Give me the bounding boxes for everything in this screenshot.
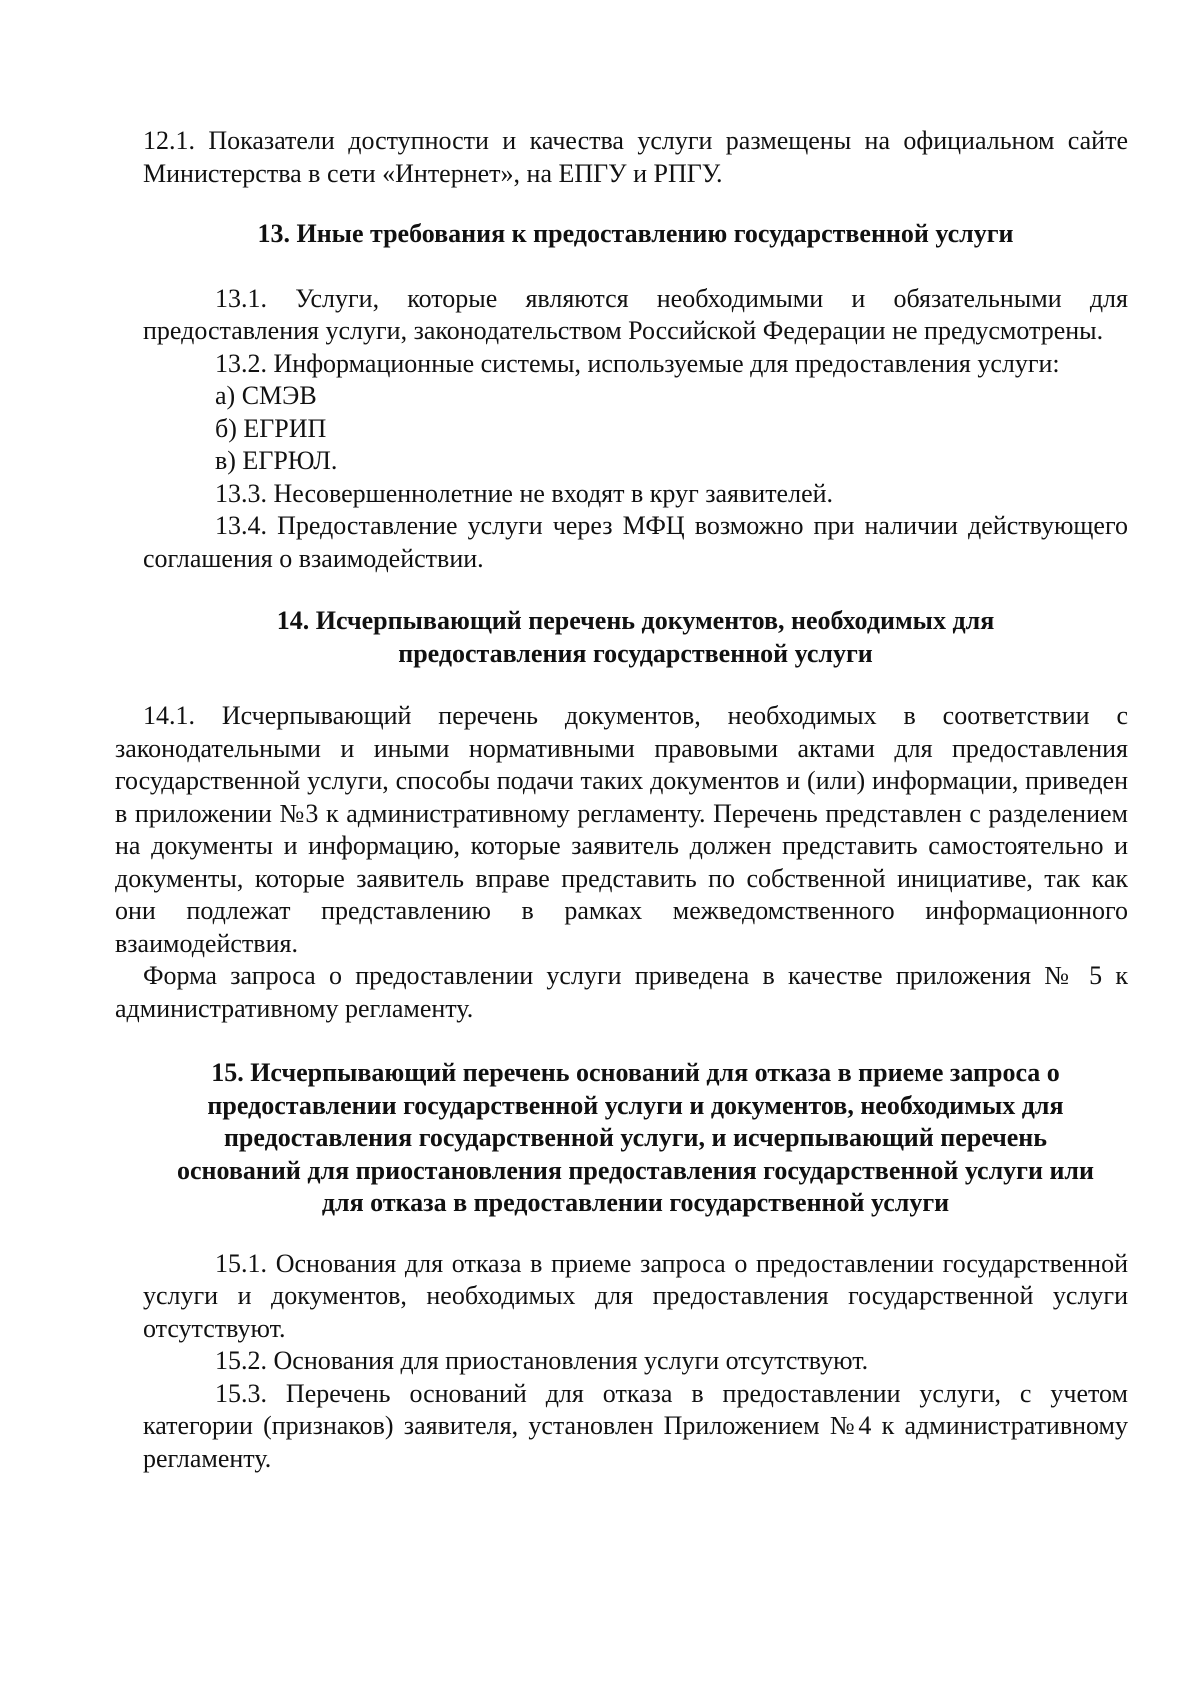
paragraph-13-2: 13.2. Информационные системы, используемые для предоставления услуги:	[215, 348, 1060, 378]
heading-section-15	[123, 1057, 1148, 1220]
paragraph-15-2: 15.2. Основания для приостановления услуги отсутствуют.	[215, 1346, 869, 1375]
paragraph-13-4: 13.4. Предоставление услуги через МФЦ возможно при наличии действующего соглашения о взаимодействии.	[143, 511, 1128, 573]
paragraph-13-3: 13.3. Несовершеннолетние не входят в круг заявителей.	[215, 478, 834, 508]
heading-15-line-4: оснований для приостановления предоставления государственной услуги или	[177, 1155, 1094, 1185]
list-item-smev: а) СМЭВ	[215, 381, 317, 410]
paragraph-13-1: 13.1. Услуги, которые являются необходимыми и обязательными для предоставления услуги, законодательством Российской Федерации не предусмотрены.	[143, 283, 1128, 345]
list-item-egrip: б) ЕГРИП	[215, 413, 327, 443]
heading-section-14	[143, 605, 1128, 670]
paragraph-14-2: Форма запроса о предоставлении услуги приведена в качестве приложения № 5 к административному регламенту.	[115, 961, 1128, 1023]
heading-section-13: 13. Иные требования к предоставлению государственной услуги	[257, 219, 1014, 248]
list-item-egrul: в) ЕГРЮЛ.	[215, 446, 338, 475]
heading-15-line-1: 15. Исчерпывающий перечень оснований для отказа в приеме запроса о	[211, 1058, 1060, 1087]
heading-14-line-2: предоставления государственной услуги	[398, 638, 873, 668]
heading-15-line-2: предоставлении государственной услуги и документов, необходимых для	[207, 1090, 1064, 1120]
heading-15-line-3: предоставления государственной услуги, и исчерпывающий перечень	[223, 1123, 1048, 1152]
heading-15-line-5: для отказа в предоставлении государственной услуги	[321, 1188, 950, 1217]
document-page	[115, 125, 1128, 1475]
paragraph-12-1: 12.1. Показатели доступности и качества услуги размещены на официальном сайте Министерства в сети «Интернет», на ЕПГУ и РПГУ.	[143, 126, 1128, 188]
paragraph-15-1: 15.1. Основания для отказа в приеме запроса о предоставлении государственной услуги и документов, необходимых для предоставления государственной услуги отсутствуют.	[143, 1248, 1128, 1343]
paragraph-14-1: 14.1. Исчерпывающий перечень документов, необходимых в соответствии с законодательными и иными нормативными правовыми актами для предоставления государственной услуги, способы подачи таких документов и (или) информации, приведен в приложении №3 к административному регламенту. Перечень представлен с разделением на документы и информацию, которые заявитель должен представить самостоятельно и документы, которые заявитель вправе представить по собственной инициативе, так как они подлежат представлению в рамках межведомственного информационного взаимодействия.	[115, 701, 1128, 958]
heading-14-line-1: 14. Исчерпывающий перечень документов, необходимых для	[276, 606, 995, 635]
paragraph-15-3: 15.3. Перечень оснований для отказа в предоставлении услуги, с учетом категории (признаков) заявителя, установлен Приложением №4 к административному регламенту.	[143, 1378, 1128, 1473]
